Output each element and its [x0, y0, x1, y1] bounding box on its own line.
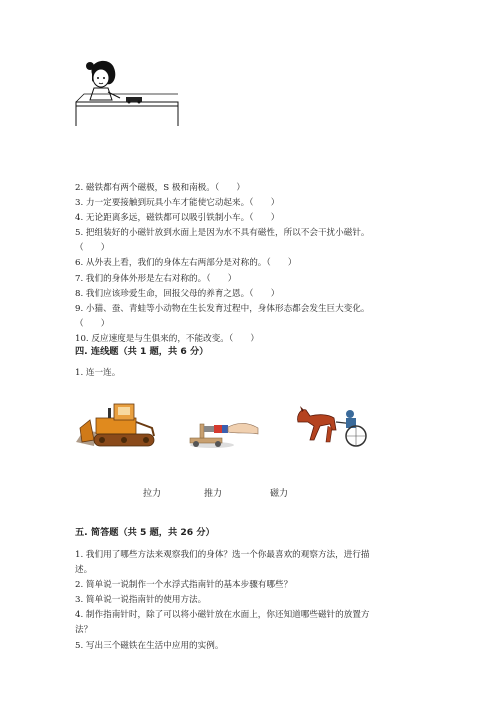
bulldozer-illustration	[74, 398, 160, 450]
question-line: 1. 我们用了哪些方法来观察我们的身体？选一个你最喜欢的观察方法，进行描	[75, 550, 370, 560]
force-label-pull: 拉力	[143, 489, 162, 499]
question-line: 6. 从外表上看，我们的身体左右两部分是对称的。（ ）	[75, 258, 297, 269]
question-line: 9. 小猫、蚕、青蛙等小动物在生长发育过程中，身体形态都会发生巨大变化。	[75, 303, 370, 314]
question-line: 法？	[75, 625, 93, 636]
question-line: 2. 简单说一说制作一个水浮式指南针的基本步骤有哪些？	[75, 580, 293, 591]
question-line: 7. 我们的身体外形是左右对称的。（ ）	[75, 273, 237, 284]
horse-cart-illustration	[292, 400, 372, 452]
question-line: 5. 把组装好的小磁针放到水面上是因为水不具有磁性，所以不会干扰小磁针。	[75, 228, 370, 239]
question-line: 2. 磁铁都有两个磁极，S 极和南极。（ ）	[75, 183, 245, 193]
short-answer-question-list	[75, 548, 455, 654]
question-line: 4. 制作指南针时，除了可以将小磁针放在水面上，你还知道哪些磁针的放置方	[75, 610, 370, 621]
force-label-magnetic: 磁力	[270, 489, 289, 499]
magnet-car-illustration	[186, 412, 262, 452]
question-line: 3. 力一定要接触到玩具小车才能使它动起来。（ ）	[75, 198, 280, 209]
force-label-push: 推力	[204, 489, 223, 499]
question-line: 4. 无论距离多远，磁铁都可以吸引铁制小车。（ ）	[75, 213, 280, 224]
girl-with-toy-car-illustration	[74, 56, 184, 128]
answer-bracket: （ ）	[75, 243, 110, 254]
question-line: 3. 简单说一说指南针的使用方法。	[75, 595, 207, 606]
section-5-title: 五. 简答题（共 5 题，共 26 分）	[75, 527, 215, 538]
question-line: 10. 反应速度是与生俱来的，不能改变。（ ）	[75, 333, 259, 344]
question-line: 述。	[75, 565, 93, 576]
question-line: 5. 写出三个磁铁在生活中应用的实例。	[75, 640, 224, 651]
section-4-title: 四. 连线题（共 1 题，共 6 分）	[75, 346, 209, 357]
judgement-question-list	[75, 181, 455, 347]
answer-bracket: （ ）	[75, 318, 110, 329]
question-line: 8. 我们应该珍爱生命，回报父母的养育之恩。（ ）	[75, 288, 280, 299]
section-4-question: 1. 连一连。	[75, 368, 121, 378]
